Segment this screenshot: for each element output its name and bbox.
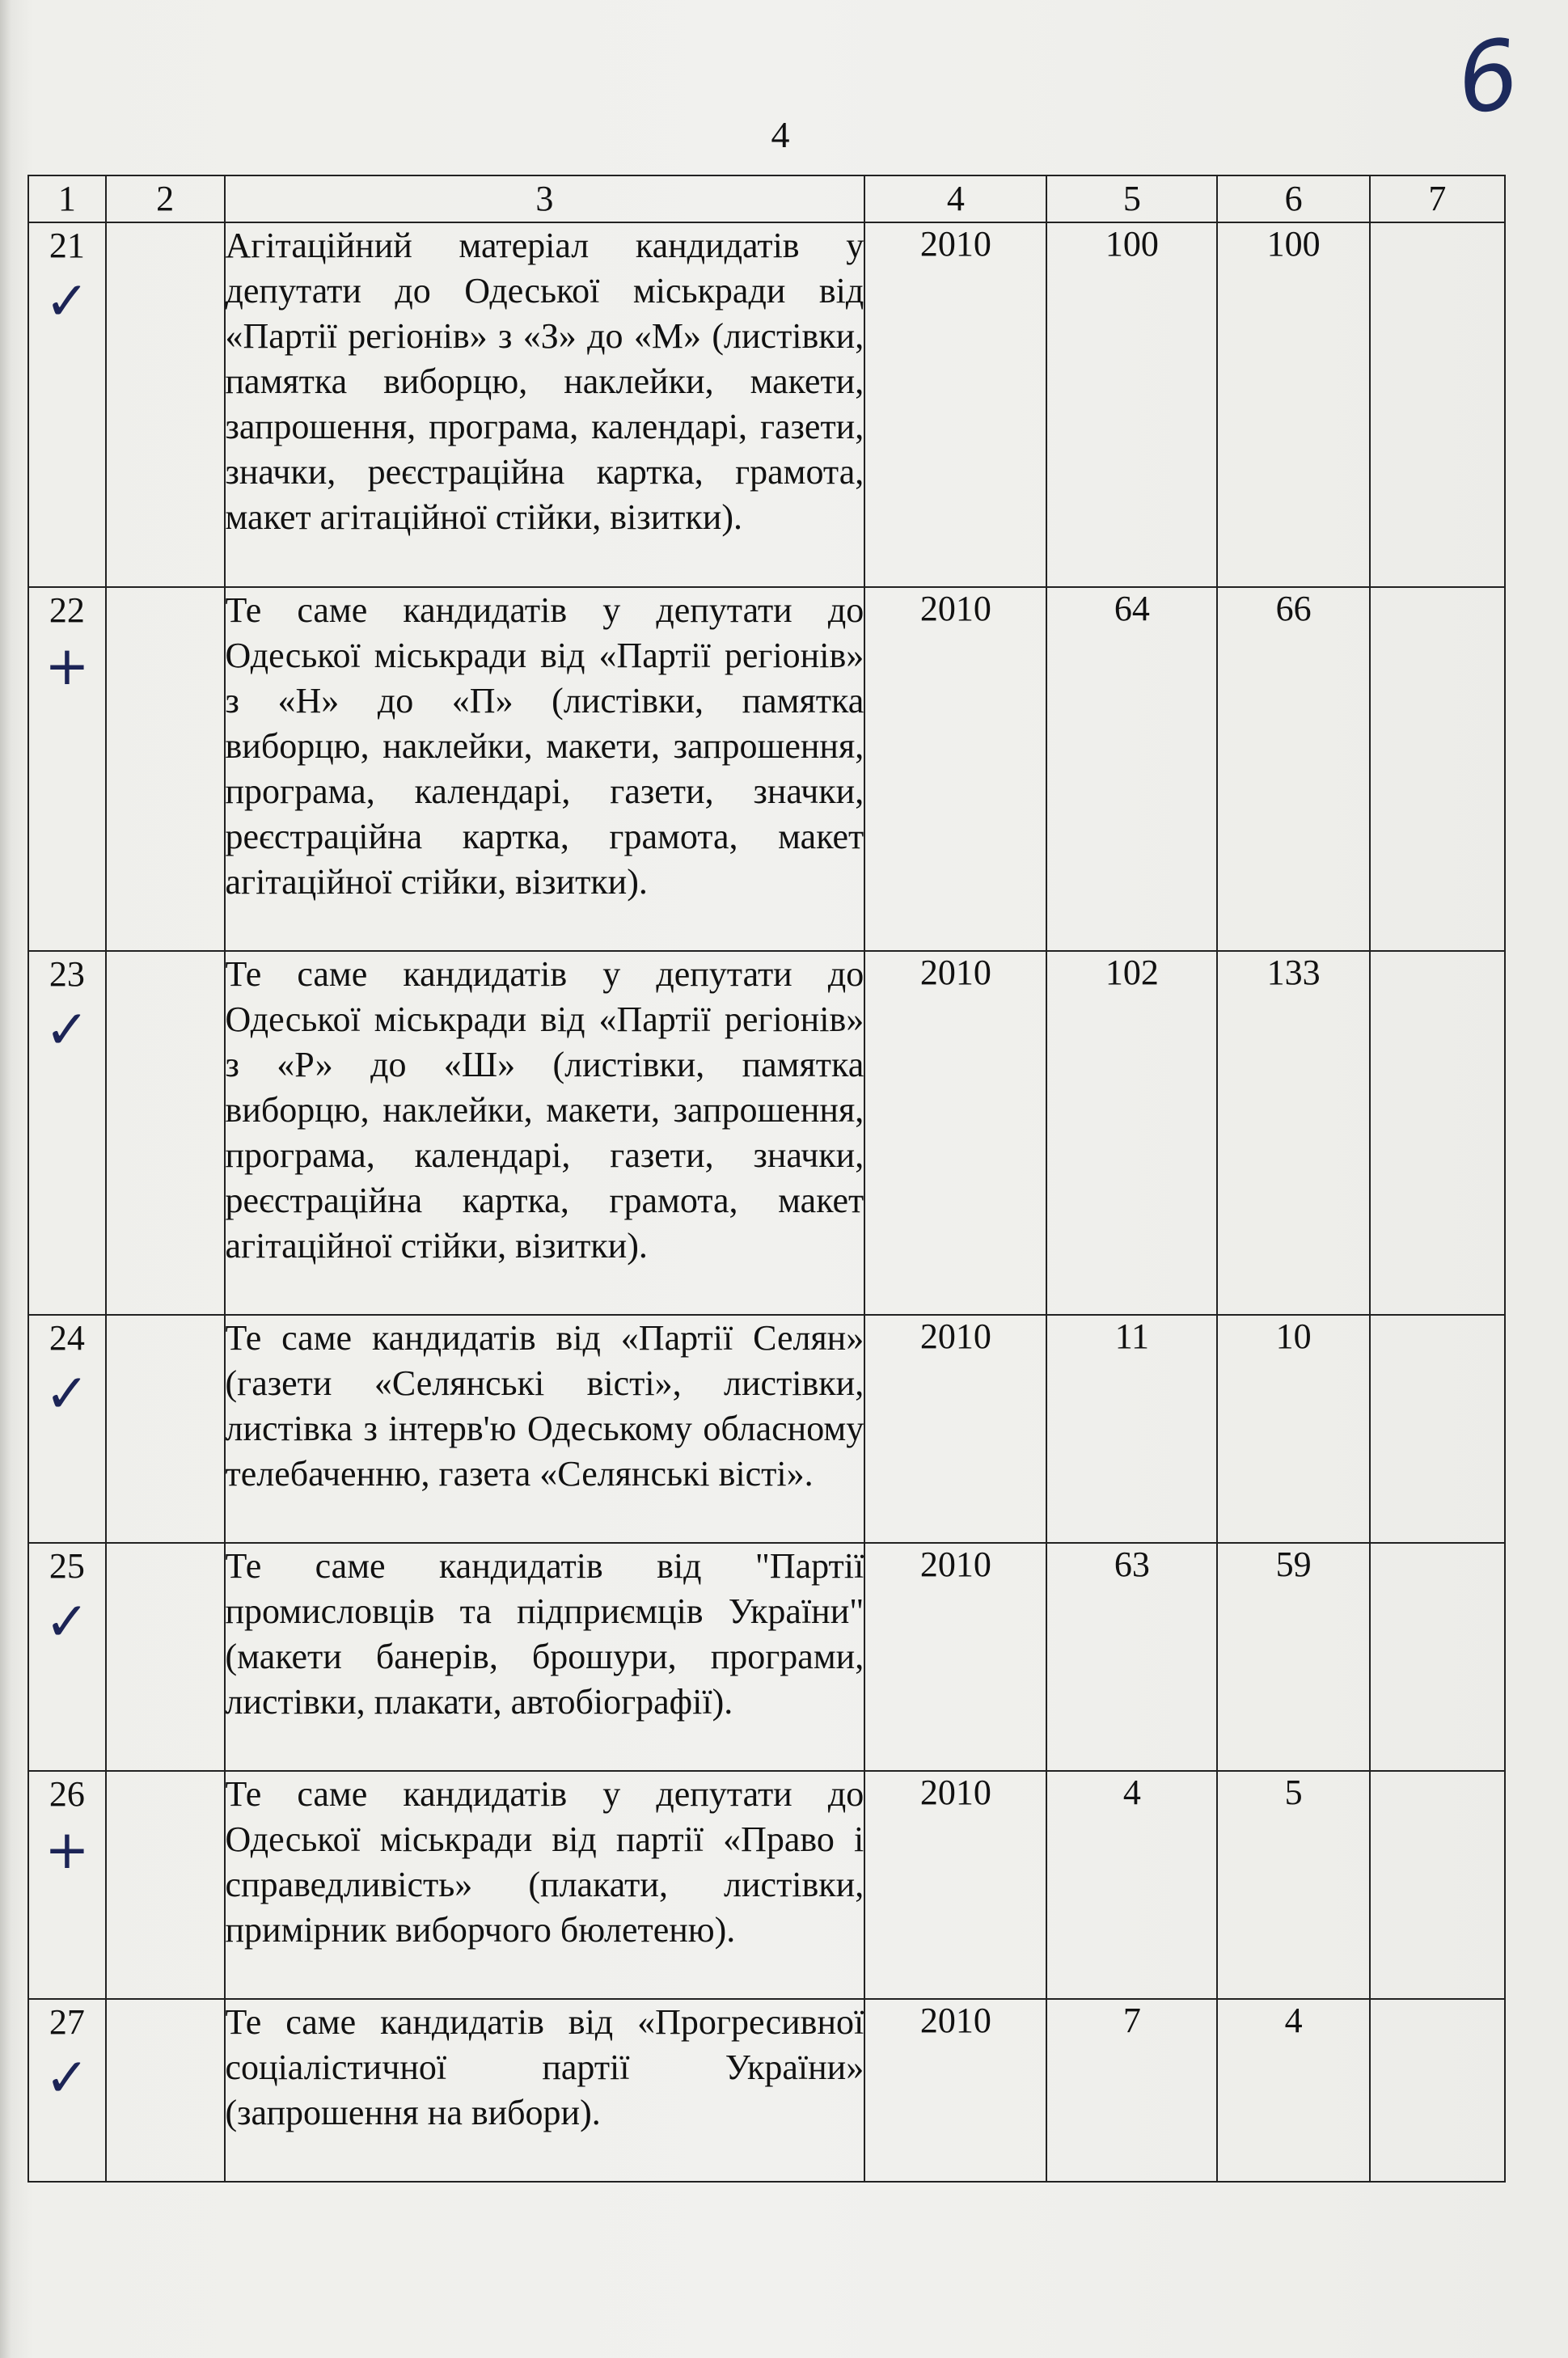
column-6-cell: 4 [1217,1999,1370,2182]
column-5-cell: 7 [1046,1999,1217,2182]
column-5-cell: 100 [1046,222,1217,587]
description-cell: Те саме кандидатів у депутати до Одеської міськради від партії «Право і справедливість» (плакати, листівки, примірник виборчого бюлетеню). [225,1771,865,1999]
column-6-cell: 5 [1217,1771,1370,1999]
row-number-cell [28,222,106,587]
row-number-cell [28,1999,106,2182]
column-7-cell [1370,951,1505,1315]
column-2-cell [106,587,225,951]
handwritten-folio-number: 6 [1450,17,1526,137]
column-header-7: 7 [1370,175,1505,222]
column-2-cell [106,1771,225,1999]
row-number: 24 [49,1318,85,1358]
description-cell: Те саме кандидатів у депутати до Одеської міськради від «Партії регіонів» з «Р» до «Ш» (листівки, памятка виборцю, наклейки, макети, запрошення, програма, календарі, газети, значки, реєстраційна картка, грамота, макет агітаційної стійки, візитки). [225,951,865,1315]
column-7-cell [1370,1771,1505,1999]
check-mark-icon: + [44,635,90,697]
column-header-2: 2 [106,175,225,222]
row-number-cell [28,1543,106,1771]
column-header-1: 1 [28,175,106,222]
table-row [28,1315,1505,1543]
check-mark-icon: ✓ [44,1591,90,1653]
year-cell: 2010 [864,222,1046,587]
check-mark-icon: ✓ [44,999,90,1061]
description-cell: Те саме кандидатів від «Партії Селян» (газети «Селянські вісті», листівки, листівка з інтерв'ю Одеському обласному телебаченню, газета «Селянські вісті». [225,1315,865,1543]
row-number: 27 [49,2002,85,2042]
row-number-cell [28,1315,106,1543]
row-number-cell [28,1771,106,1999]
column-2-cell [106,222,225,587]
year-cell: 2010 [864,1999,1046,2182]
column-2-cell [106,1543,225,1771]
column-5-cell: 64 [1046,587,1217,951]
year-cell: 2010 [864,1543,1046,1771]
year-cell: 2010 [864,1315,1046,1543]
column-2-cell [106,951,225,1315]
column-5-cell: 102 [1046,951,1217,1315]
column-header-6: 6 [1217,175,1370,222]
row-number-cell [28,951,106,1315]
column-header-4: 4 [864,175,1046,222]
description-cell: Те саме кандидатів у депутати до Одеської міськради від «Партії регіонів» з «Н» до «П» (листівки, памятка виборцю, наклейки, макети, запрошення, програма, календарі, газети, значки, реєстраційна картка, грамота, макет агітаційної стійки, візитки). [225,587,865,951]
row-number: 26 [49,1774,85,1814]
column-6-cell: 59 [1217,1543,1370,1771]
column-2-cell [106,1999,225,2182]
check-mark-icon: + [44,1819,90,1881]
column-6-cell: 10 [1217,1315,1370,1543]
table-row [28,1543,1505,1771]
column-7-cell [1370,1315,1505,1543]
column-header-row [28,175,1505,222]
year-cell: 2010 [864,951,1046,1315]
table-row [28,222,1505,587]
description-cell: Те саме кандидатів від «Прогресивної соціалістичної партії України» (запрошення на вибори). [225,1999,865,2182]
column-6-cell: 100 [1217,222,1370,587]
column-5-cell: 4 [1046,1771,1217,1999]
column-header-5: 5 [1046,175,1217,222]
description-cell: Агітаційний матеріал кандидатів у депутати до Одеської міськради від «Партії регіонів» з «З» до «М» (листівки, памятка виборцю, наклейки, макети, запрошення, програма, календарі, газети, значки, реєстраційна картка, грамота, макет агітаційної стійки, візитки). [225,222,865,587]
column-2-cell [106,1315,225,1543]
column-7-cell [1370,222,1505,587]
page-number: 4 [771,114,790,155]
column-header-3: 3 [225,175,865,222]
column-6-cell: 66 [1217,587,1370,951]
check-mark-icon: ✓ [44,270,90,332]
table-row [28,951,1505,1315]
year-cell: 2010 [864,587,1046,951]
column-5-cell: 11 [1046,1315,1217,1543]
row-number-cell [28,587,106,951]
column-7-cell [1370,587,1505,951]
row-number: 23 [49,954,85,994]
row-number: 22 [49,590,85,630]
check-mark-icon: ✓ [44,2047,90,2109]
description-cell: Те саме кандидатів від "Партії промисловців та підприємців України" (макети банерів, брошури, програми, листівки, плакати, автобіографії). [225,1543,865,1771]
row-number: 21 [49,226,85,265]
year-cell: 2010 [864,1771,1046,1999]
column-7-cell [1370,1999,1505,2182]
table-row [28,1771,1505,1999]
column-6-cell: 133 [1217,951,1370,1315]
check-mark-icon: ✓ [44,1363,90,1425]
column-7-cell [1370,1543,1505,1771]
row-number: 25 [49,1546,85,1586]
inventory-table [27,175,1506,2183]
table-row [28,587,1505,951]
table-row [28,1999,1505,2182]
column-5-cell: 63 [1046,1543,1217,1771]
